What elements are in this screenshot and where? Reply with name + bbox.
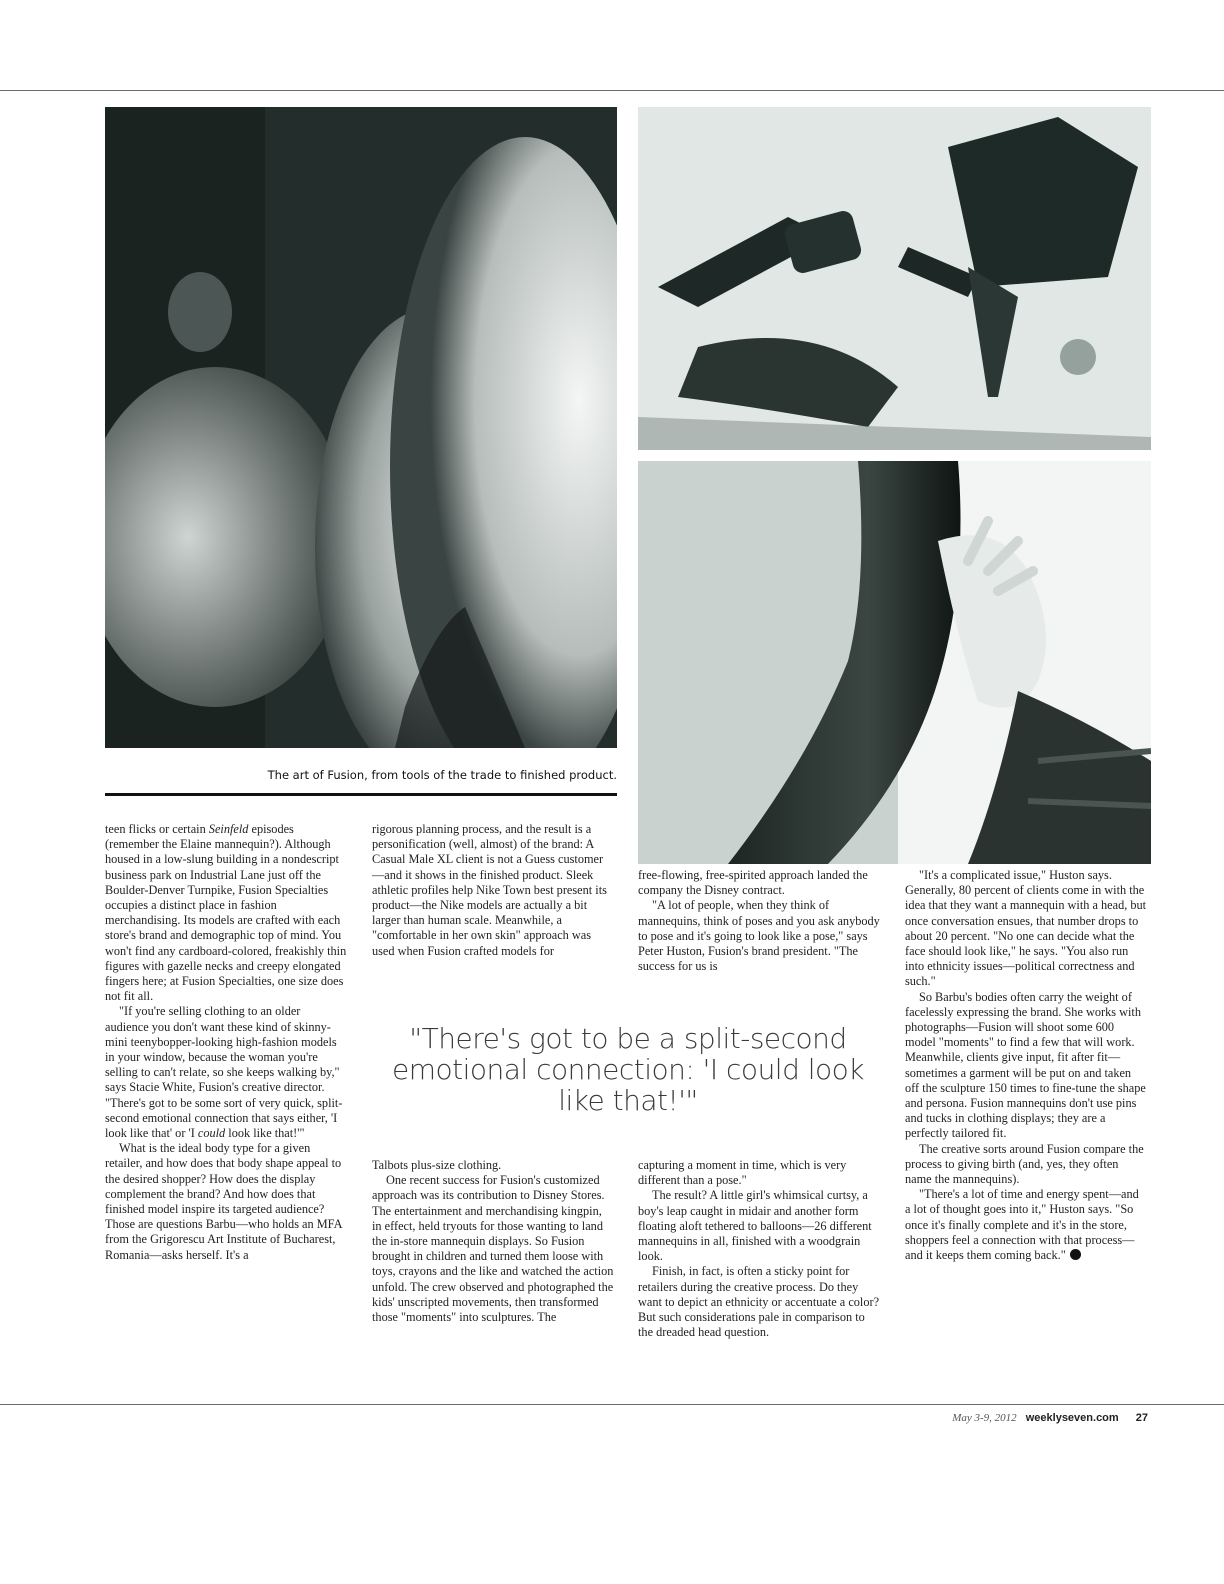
- paragraph: "It's a complicated issue," Huston says. Generally, 80 percent of clients come in with the idea that they want a mannequin with a head, but once conversation ensues, that number drops to about 20 percent. "No one can decide what the face should look like," he says. "You also run into ethnicity issues—political correctness and such.": [905, 868, 1147, 989]
- paragraph: So Barbu's bodies often carry the weight of facelessly expressing the brand. She works with photographs—Fusion will shoot some 600 model "moments" to find a few that will work. Meanwhile, clients give input, fit after fit—sometimes a garment will be put on and taken off the sculpture 150 times to fine-tune the shape and persona. Fusion mannequins don't use pins and tucks in clothing displays; they are a perfectly tailored fit.: [905, 989, 1146, 1141]
- paragraph: Talbots plus-size clothing.: [372, 1158, 502, 1172]
- paragraph: "A lot of people, when they think of mannequins, think of poses and you ask anybody to pose and it's going to look like a pose," says Peter Huston, Fusion's brand president. "The success for us is: [638, 898, 880, 974]
- text: "There's a lot of time and energy spent—and a lot of thought goes into it," Huston says. "So once it's finally complete and it's in the store, shoppers feel a connection with that process—and it keeps them coming back.": [905, 1187, 1139, 1263]
- paragraph: The result? A little girl's whimsical curtsy, a boy's leap caught in midair and another form floating aloft tethered to balloons—26 different mannequins in all, finished with a woodgrain look.: [638, 1188, 872, 1264]
- paragraph: capturing a moment in time, which is very different than a pose.": [638, 1158, 847, 1188]
- issue-date: May 3-9, 2012: [952, 1412, 1017, 1424]
- text: look like that!'": [225, 1126, 305, 1141]
- text: "If you're selling clothing to an older audience you don't want these kind of skinny-mini teenybopper-looking high-fashion models in your window, because the woman you're selling to can't relate, so she keeps walking by," says Stacie White, Fusion's creative director. "There's got to be some sort of very quick, split-second emotional connection that says either, 'I look like that' or 'I: [105, 1004, 343, 1141]
- page-number: 27: [1135, 1412, 1148, 1424]
- sculpting-tools-photo: [638, 107, 1151, 450]
- paragraph: rigorous planning process, and the result is a personification (well, almost) of the brand: A Casual Male XL client is not a Guess customer—and it shows in the finished product. Sleek athletic profiles help Nike Town best present its product—the Nike models are actually a bit larger than human scale. Meanwhile, a "comfortable in her own skin" approach was used when Fusion crafted models for: [372, 822, 607, 958]
- text-emphasis: Seinfeld: [208, 822, 249, 836]
- site-name: weeklyseven.com: [1025, 1412, 1119, 1424]
- text-emphasis: could: [197, 1126, 226, 1141]
- pull-quote: "There's got to be a split-second emotional connection: 'I could look like that!'": [391, 1022, 865, 1117]
- text: teen flicks or certain: [105, 822, 209, 836]
- mannequin-heads-icon: [105, 107, 617, 748]
- gloved-hand-sculpture-icon: [638, 461, 1151, 864]
- paragraph: What is the ideal body type for a given retailer, and how does that body shape appeal to the desired shopper? How does the display complement the brand? And how does that finished model inspire its targeted audience? Those are questions Barbu—who holds an MFA from the Grigorescu Art Institute of Bucharest, Romania—asks herself. It's a: [105, 1141, 342, 1262]
- caption-rule: [105, 793, 617, 796]
- photo-caption: The art of Fusion, from tools of the trade to finished product.: [267, 768, 617, 782]
- article-column-1: [105, 822, 347, 1263]
- bottom-rule: [0, 1404, 1224, 1405]
- paragraph: [105, 822, 347, 1004]
- weekly-seven-end-mark-icon: [1070, 1249, 1081, 1260]
- paragraph: [105, 1004, 347, 1141]
- text: episodes (remember the Elaine mannequin?). Although housed in a low-slung building in a nondescript business park on Industrial Lane just off the Boulder-Denver Turnpike, Fusion Specialties occupies a distinct place in fashion merchandising. Its models are crafted with each store's brand and demographic top of mind. You won't find any cardboard-colored, freakishly thin figures with gazelle necks and creepy elongated fingers here; at Fusion Specialties, one size does not fit all.: [105, 822, 347, 1004]
- page-footer: [952, 1412, 1148, 1424]
- mannequin-heads-photo: [105, 107, 617, 748]
- sculpting-tools-icon: [638, 107, 1151, 450]
- article-column-3-top: [638, 868, 880, 974]
- paragraph: The creative sorts around Fusion compare the process to giving birth (and, yes, they often name the mannequins).: [905, 1141, 1144, 1187]
- paragraph: One recent success for Fusion's customized approach was its contribution to Disney Stores. The entertainment and merchandising kingpin, in effect, held tryouts for those wanting to land the in-store mannequin displays. So Fusion brought in children and turned them loose with toys, crayons and the like and watched the action unfold. The crew observed and photographed the kids' unscripted movements, then transformed those "moments" into sculptures. The: [372, 1173, 614, 1325]
- paragraph: Finish, in fact, is often a sticky point for retailers during the creative process. Do they want to depict an ethnicity or accentuate a color? But such considerations pale in comparison to the dreaded head question.: [638, 1264, 880, 1340]
- article-column-2-bottom: [372, 1158, 614, 1325]
- paragraph: free-flowing, free-spirited approach landed the company the Disney contract.: [638, 868, 868, 898]
- article-column-2-top: [372, 822, 614, 959]
- gloved-hand-sculpture-photo: [638, 461, 1151, 864]
- article-column-3-bottom: [638, 1158, 880, 1340]
- paragraph: [905, 1187, 1147, 1263]
- top-rule: [0, 90, 1224, 91]
- article-column-4: [905, 868, 1147, 1263]
